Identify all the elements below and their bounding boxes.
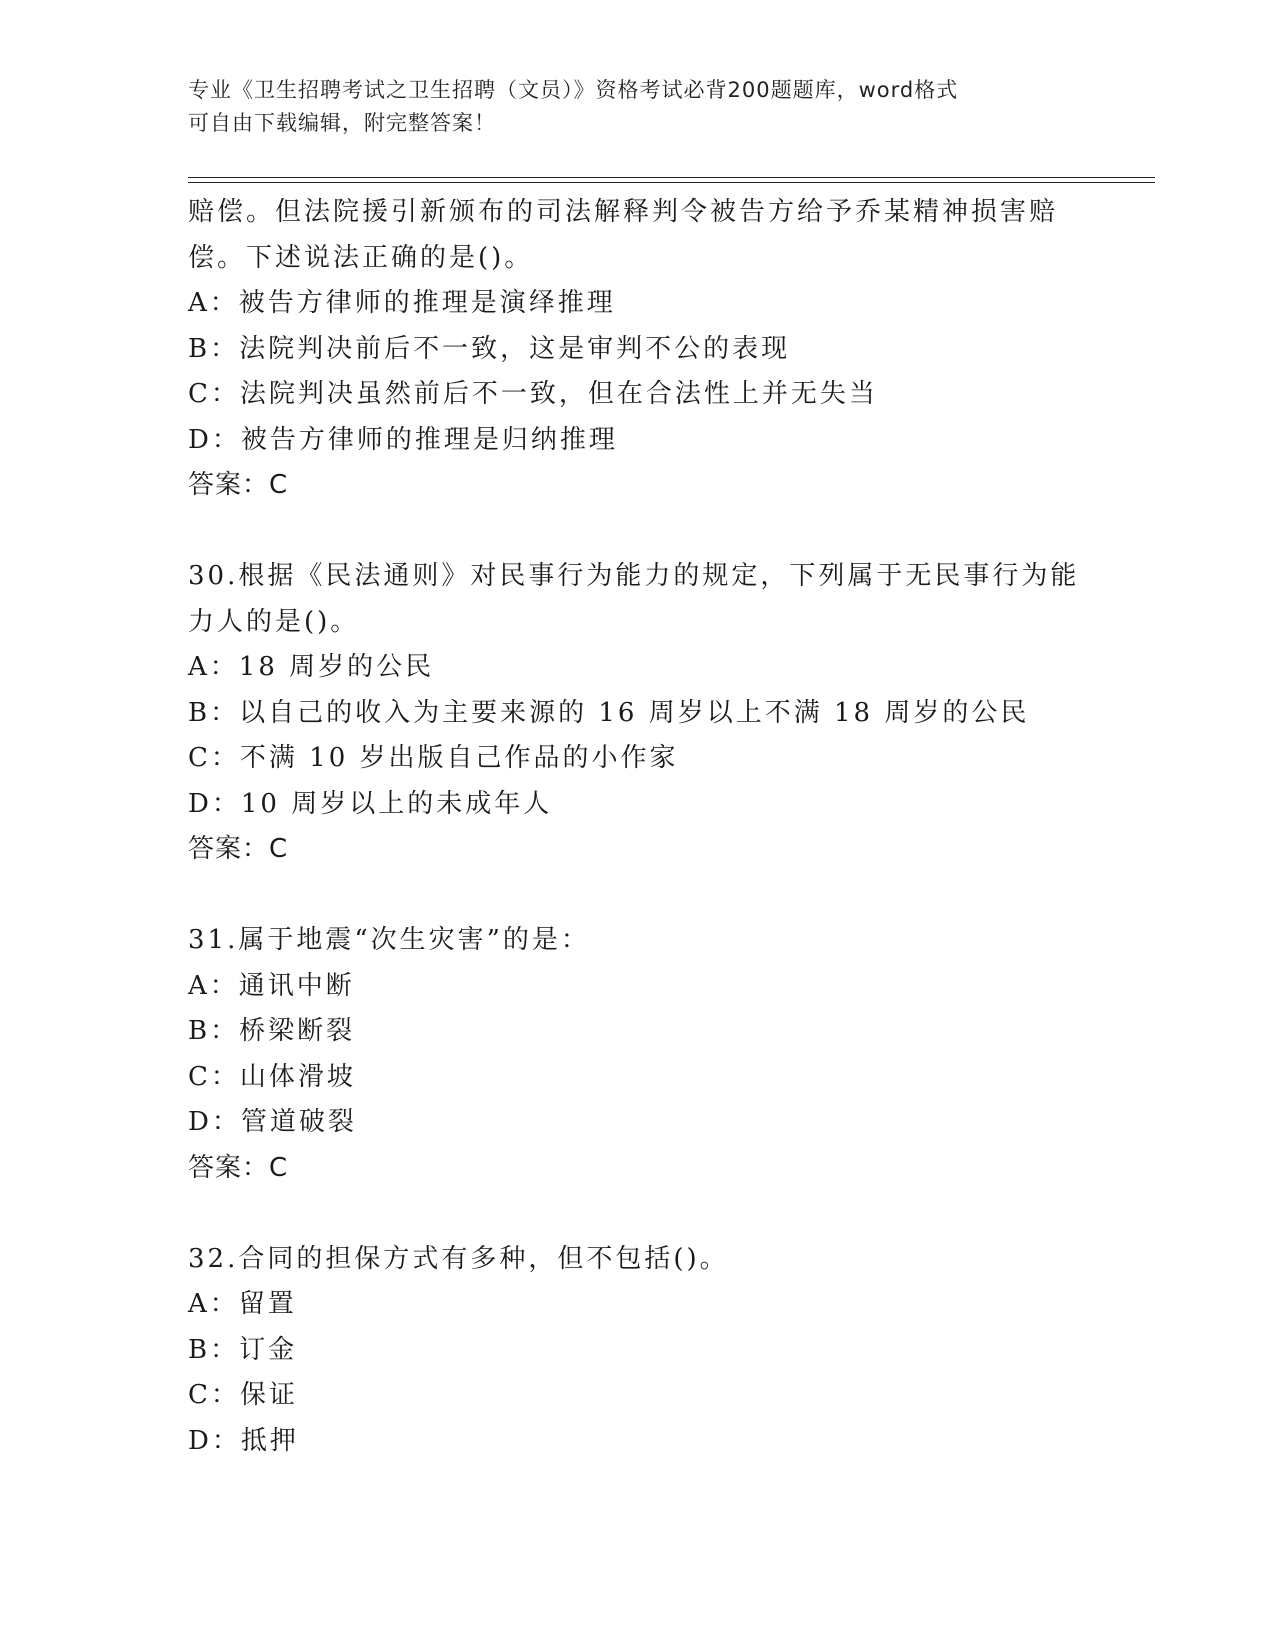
header-divider-top [188, 177, 1155, 178]
header-line-1: 专业《卫生招聘考试之卫生招聘（文员）》资格考试必背200题题库，word格式 [188, 78, 959, 102]
spacer [188, 873, 1148, 919]
spacer [188, 1191, 1148, 1237]
document-header [188, 74, 1088, 140]
option-b: B：以自己的收入为主要来源的 16 周岁以上不满 18 周岁的公民 [188, 697, 1030, 728]
option-d: D：被告方律师的推理是归纳推理 [188, 424, 618, 455]
option-d: D：管道破裂 [188, 1107, 357, 1137]
question-32 [188, 1237, 1148, 1465]
answer-text: 答案：C [188, 470, 289, 500]
option-b: B：桥梁断裂 [188, 1016, 356, 1046]
question-text: 32.合同的担保方式有多种，但不包括()。 [188, 1243, 729, 1274]
header-line-2: 可自由下载编辑，附完整答案！ [188, 111, 496, 135]
document-body [188, 190, 1148, 1464]
option-b: B：法院判决前后不一致，这是审判不公的表现 [188, 333, 791, 364]
question-31 [188, 918, 1148, 1191]
option-a: A：被告方律师的推理是演绎推理 [188, 288, 616, 318]
option-d: D：10 周岁以上的未成年人 [188, 788, 553, 819]
option-a: A：18 周岁的公民 [188, 652, 435, 682]
option-a: A：留置 [188, 1289, 297, 1319]
option-a: A：通讯中断 [188, 970, 355, 1001]
answer-text: 答案：C [188, 1152, 289, 1183]
question-text: 30.根据《民法通则》对民事行为能力的规定，下列属于无民事行为能 [188, 561, 1080, 591]
option-c: C：法院判决虽然前后不一致，但在合法性上并无失当 [188, 379, 878, 409]
question-text: 赔偿。但法院援引新颁布的司法解释判令被告方给予乔某精神损害赔 [188, 197, 1059, 227]
question-text: 31.属于地震“次生灾害”的是： [188, 925, 590, 955]
option-d: D：抵押 [188, 1425, 299, 1456]
option-c: C：保证 [188, 1380, 298, 1410]
question-text: 力人的是()。 [188, 606, 360, 637]
option-c: C：不满 10 岁出版自己作品的小作家 [188, 743, 679, 773]
question-text: 偿。下述说法正确的是()。 [188, 242, 534, 273]
spacer [188, 509, 1148, 555]
option-c: C：山体滑坡 [188, 1061, 356, 1092]
answer-text: 答案：C [188, 834, 289, 864]
option-b: B：订金 [188, 1334, 298, 1365]
question-continued [188, 190, 1148, 509]
header-divider-bottom [188, 182, 1155, 183]
question-30 [188, 554, 1148, 873]
